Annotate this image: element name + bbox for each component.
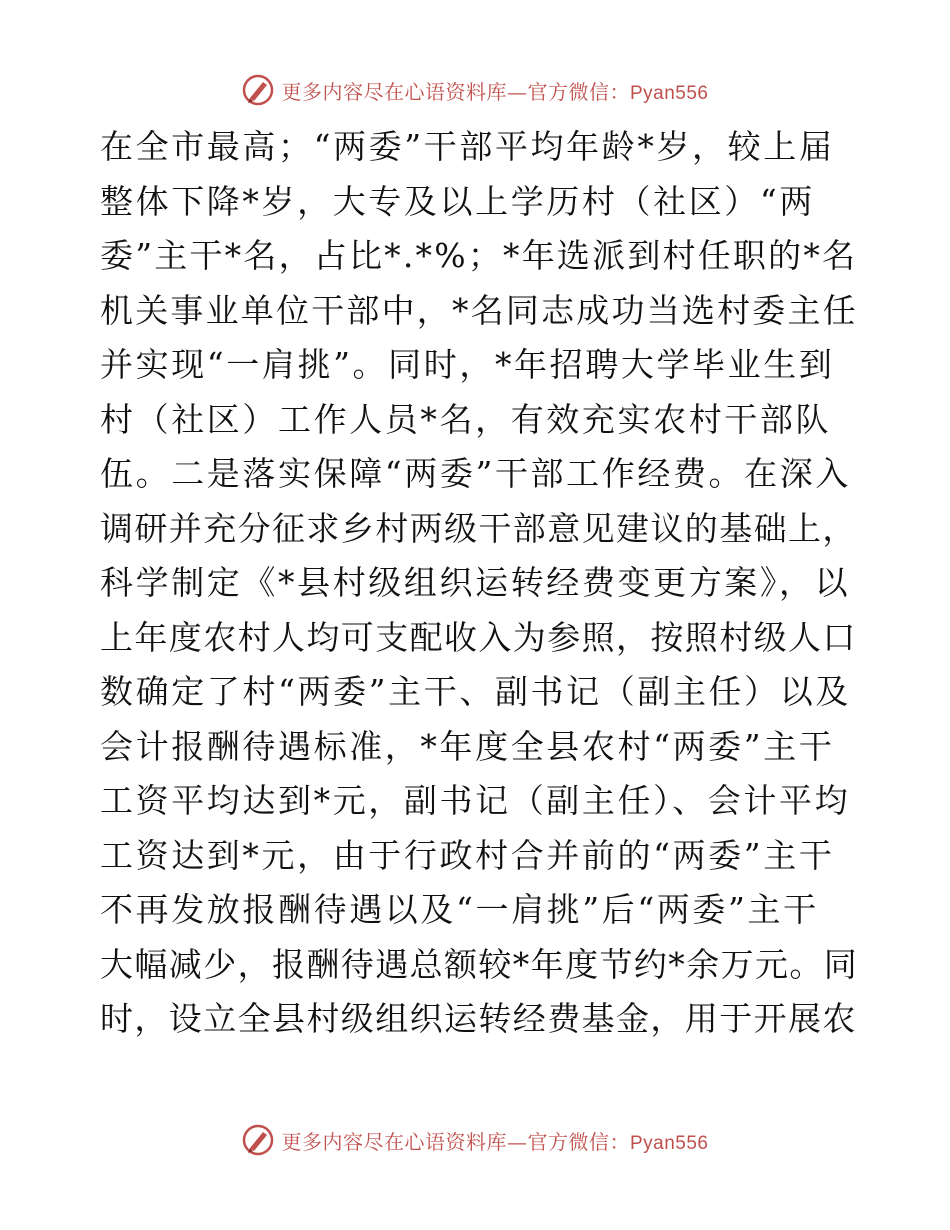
text-line: 会计报酬待遇标准，*年度全县农村“两委”主干 xyxy=(100,726,835,766)
text-line: 在全市最高；“两委”干部平均年龄*岁，较上届 xyxy=(100,127,835,166)
text-line: 工资达到*元，由于行政村合并前的“两委”主干 xyxy=(100,835,835,875)
text-line: 工资平均达到*元，副书记（副主任）、会计平均 xyxy=(100,781,851,820)
pen-logo-icon xyxy=(241,1123,275,1157)
text-line: 数确定了村“两委”主干、副书记（副主任）以及 xyxy=(100,672,851,711)
text-line: 整体下降*岁，大专及以上学历村（社区）“两 xyxy=(100,181,815,221)
text-line: 大幅减少，报酬待遇总额较*年度节约*余万元。同 xyxy=(100,944,859,984)
watermark-wechat-id: Pyan556 xyxy=(629,82,709,104)
text-line: 委”主干*名，占比*.*%；*年选派到村任职的*名 xyxy=(100,236,858,275)
watermark-text: 更多内容尽在心语资料库—官方微信：Pyan556 xyxy=(281,1129,709,1154)
footer-watermark xyxy=(0,1120,950,1160)
watermark-wechat-id: Pyan556 xyxy=(629,1132,709,1154)
text-line: 机关事业单位干部中，*名同志成功当选村委主任 xyxy=(100,290,858,330)
text-line: 上年度农村人均可支配收入为参照，按照村级人口 xyxy=(100,617,857,657)
text-line: 不再发放报酬待遇以及“一肩挑”后“两委”主干 xyxy=(100,890,819,929)
text-line: 伍。二是落实保障“两委”干部工作经费。在深入 xyxy=(100,454,851,493)
text-line: 时，设立全县村级组织运转经费基金，用于开展农 xyxy=(100,999,857,1038)
text-line: 村（社区）工作人员*名，有效充实农村干部队 xyxy=(100,399,832,439)
text-line: 科学制定《*县村级组织运转经费变更方案》，以 xyxy=(100,563,851,602)
document-body xyxy=(100,120,860,1047)
text-line: 并实现“一肩挑”。同时，*年招聘大学毕业生到 xyxy=(100,345,835,384)
header-watermark xyxy=(0,70,950,110)
watermark-text: 更多内容尽在心语资料库—官方微信：Pyan556 xyxy=(281,79,709,104)
pen-logo-icon xyxy=(241,73,275,107)
text-line: 调研并充分征求乡村两级干部意见建议的基础上， xyxy=(100,508,857,548)
